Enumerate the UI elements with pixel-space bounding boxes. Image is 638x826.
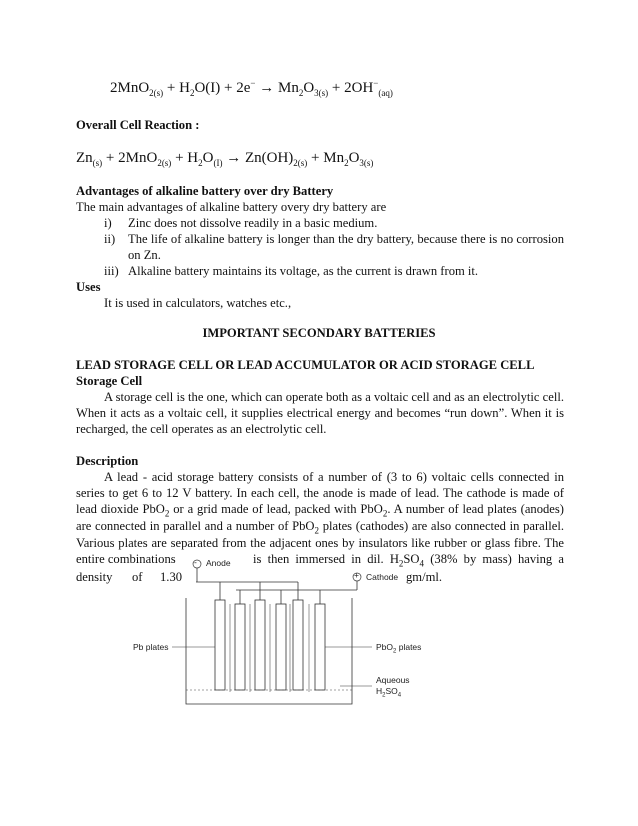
- advantages-intro: The main advantages of alkaline battery overy dry battery are: [76, 200, 387, 214]
- pb-plates-label: Pb plates: [133, 642, 169, 652]
- anode-sign: -: [194, 557, 197, 567]
- pbo2-plate: [235, 604, 245, 690]
- lead-cell-heading: LEAD STORAGE CELL OR LEAD ACCUMULATOR OR ACID STORAGE CELL: [76, 358, 535, 372]
- h2so4-label: $H_2SO_4$: [376, 686, 402, 699]
- advantage-number: ii): [104, 232, 116, 246]
- pbo2-plates-label: PbO$_2$ plates: [376, 642, 422, 655]
- advantage-text: The life of alkaline battery is longer than the dry battery, because there is no corrosion: [128, 232, 564, 246]
- advantage-text: Zinc does not dissolve readily in a basic medium.: [128, 216, 378, 230]
- description-line: A lead - acid storage battery consists of a number of (3 to 6) voltaic cells connected in: [104, 470, 564, 484]
- description-line: series to get 6 to 12 V battery. In each cell, the anode is made of lead. The cathode is made of: [76, 486, 564, 500]
- advantage-number: iii): [104, 264, 119, 278]
- advantages-heading: Advantages of alkaline battery over dry Battery: [76, 184, 334, 198]
- advantage-text: Alkaline battery maintains its voltage, as the current is drawn from it.: [128, 264, 479, 278]
- aqueous-label: Aqueous: [376, 675, 410, 685]
- description-word: 1.30: [160, 570, 183, 584]
- pbo2-plate: [315, 604, 325, 690]
- section-title: IMPORTANT SECONDARY BATTERIES: [202, 326, 436, 340]
- description-word: density: [76, 570, 113, 584]
- half-reaction-equation: $2MnO_{2(s)} + H_2O(I) + 2e^- \to Mn_2O_{3(s)} + 2OH^-_{(aq)}$: [110, 78, 393, 98]
- description-word: of: [132, 570, 143, 584]
- pbo2-plates: [235, 604, 325, 690]
- overall-reaction-equation: $Zn_{(s)} + 2MnO_{2(s)} + H_2O_{(I)} \to Zn(OH)_{2(s)} + Mn_2O_{3(s)}$: [76, 150, 374, 168]
- uses-text: It is used in calculators, watches etc.,: [104, 296, 292, 310]
- pb-plate: [255, 600, 265, 690]
- description-line: entire combinations: [76, 552, 176, 566]
- uses-heading: Uses: [76, 280, 101, 294]
- pb-plate: [215, 600, 225, 690]
- cathode-label: Cathode: [366, 572, 399, 582]
- description-line: is then immersed in dil. $H_2SO_4$ (38% by mass) having a: [253, 552, 564, 569]
- anode-label: Anode: [206, 558, 231, 568]
- storage-cell-line: recharged, the cell operates as an electrolytic cell.: [76, 422, 327, 436]
- description-line: lead dioxide PbO$_2$ or a grid made of lead, packed with PbO$_2$. A number of lead plates (anodes): [76, 502, 564, 519]
- storage-cell-line: A storage cell is the one, which can operate both as a voltaic cell and as an electrolytic cell.: [104, 390, 564, 404]
- advantage-number: i): [104, 216, 112, 230]
- pb-plate: [293, 600, 303, 690]
- description-line: Various plates are separated from the adjacent ones by insulators like rubber or glass fibre. The: [76, 536, 564, 550]
- description-heading: Description: [76, 454, 139, 468]
- overall-reaction-heading: Overall Cell Reaction :: [76, 118, 200, 132]
- description-word: gm/ml.: [406, 570, 443, 584]
- cathode-sign: +: [354, 570, 359, 580]
- battery-container: [186, 598, 352, 704]
- pbo2-plate: [276, 604, 286, 690]
- storage-cell-subheading: Storage Cell: [76, 374, 143, 388]
- description-line: are connected in parallel and a number of PbO$_2$ plates (cathodes) are also connected in parallel.: [76, 519, 564, 536]
- advantage-text-continued: on Zn.: [128, 248, 161, 262]
- storage-cell-line: When it acts as a voltaic cell, it supplies electrical energy and becomes “run down”. When it is: [76, 406, 564, 420]
